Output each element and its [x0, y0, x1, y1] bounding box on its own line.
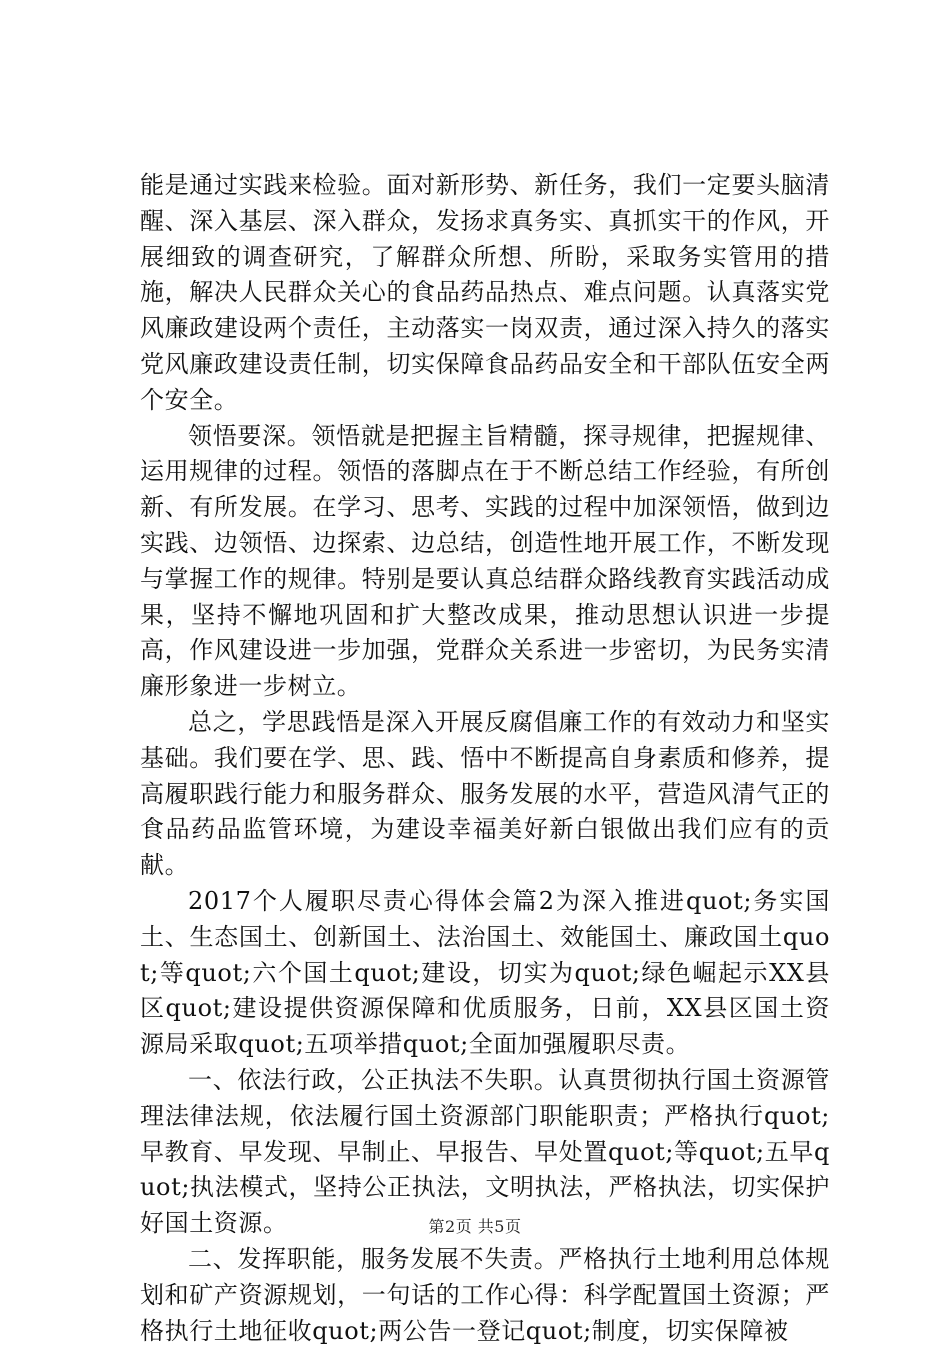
paragraph-1: 能是通过实践来检验。面对新形势、新任务，我们一定要头脑清醒、深入基层、深入群众，发扬求真务实、真抓实干的作风，开展细致的调查研究，了解群众所想、所盼，采取务实管用的措施，解决人民群众关心的食品药品热点、难点问题。认真落实党风廉政建设两个责任，主动落实一岗双责，通过深入持久的落实党风廉政建设责任制，切实保障食品药品安全和干部队伍安全两个安全。: [140, 171, 830, 414]
paragraph-3: 总之，学思践悟是深入开展反腐倡廉工作的有效动力和坚实基础。我们要在学、思、践、悟中不断提高自身素质和修养，提高履职践行能力和服务群众、服务发展的水平，营造风清气正的食品药品监管环境，为建设幸福美好新白银做出我们应有的贡献。: [140, 707, 830, 880]
document-body: [140, 168, 830, 1349]
page-footer: 第2页 共5页: [428, 1217, 522, 1236]
paragraph-5: 一、依法行政，公正执法不失职。认真贯彻执行国土资源管理法律法规，依法履行国土资源部门职能职责；严格执行quot;早教育、早发现、早制止、早报告、早处置quot;等quot;五早quot;执法模式，坚持公正执法，文明执法，严格执法，切实保护好国土资源。: [140, 1065, 830, 1238]
paragraph-2: 领悟要深。领悟就是把握主旨精髓，探寻规律，把握规律、运用规律的过程。领悟的落脚点在于不断总结工作经验，有所创新、有所发展。在学习、思考、实践的过程中加深领悟，做到边实践、边领悟、边探索、边总结，创造性地开展工作，不断发现与掌握工作的规律。特别是要认真总结群众路线教育实践活动成果，坚持不懈地巩固和扩大整改成果，推动思想认识进一步提高，作风建设进一步加强，党群众关系进一步密切，为民务实清廉形象进一步树立。: [140, 421, 830, 701]
paragraph-6: 二、发挥职能，服务发展不失责。严格执行土地利用总体规划和矿产资源规划，一句话的工作心得：科学配置国土资源；严格执行土地征收quot;两公告一登记quot;制度，切实保障被: [140, 1244, 830, 1345]
paragraph-4: 2017个人履职尽责心得体会篇2为深入推进quot;务实国土、生态国土、创新国土、法治国土、效能国土、廉政国土quot;等quot;六个国土quot;建设，切实为quot;绿色崛起示XX县区quot;建设提供资源保障和优质服务，日前，XX县区国土资源局采取quot;五项举措quot;全面加强履职尽责。: [140, 886, 830, 1059]
